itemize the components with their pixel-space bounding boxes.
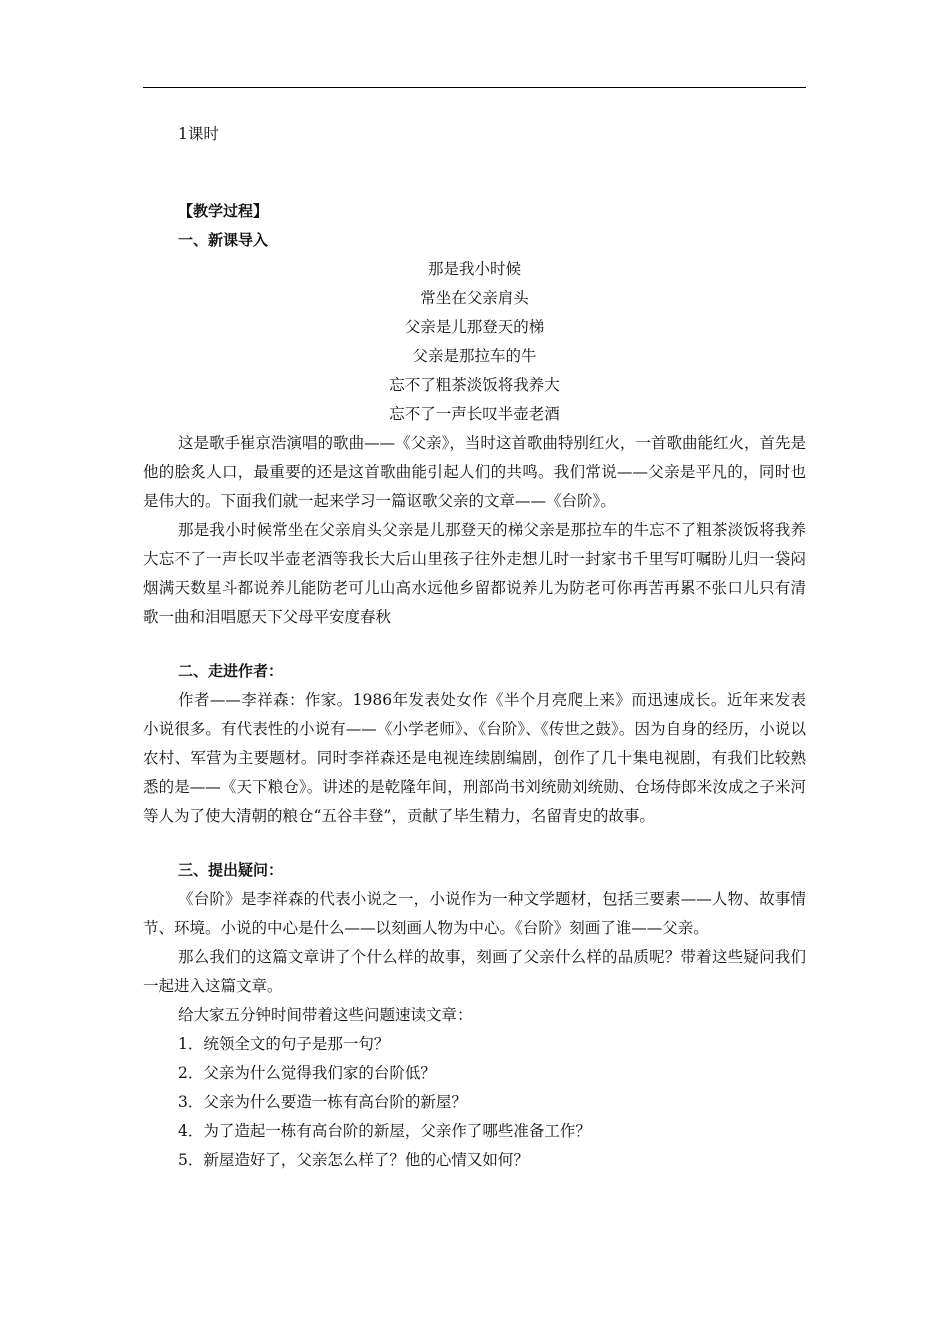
section1-heading: 一、新课导入: [178, 231, 269, 249]
lyrics-paragraph: 那是我小时候常坐在父亲肩头父亲是儿那登天的梯父亲是那拉车的牛忘不了粗茶淡饭将我养大忘不了一声长叹半壶老酒等我长大后山里孩子往外走想儿时一封家书千里写叮嘱盼儿归一袋闷烟满天数星斗都说养儿能防老可儿山高水远他乡留都说养儿为防老可你再苦再累不张口儿只有清歌一曲和泪唱愿天下父母平安度春秋: [143, 521, 806, 626]
document-body: [143, 120, 806, 1175]
poem-line: 父亲是那拉车的牛: [412, 347, 537, 365]
reading-instruction: 给大家五分钟时间带着这些问题速读文章：: [178, 1006, 473, 1024]
section2-heading: 二、走进作者：: [178, 662, 284, 680]
process-heading: 【教学过程】: [178, 202, 269, 220]
intro-paragraph: 这是歌手崔京浩演唱的歌曲——《父亲》，当时这首歌曲特别红火，一首歌曲能红火，首先是他的脍炙人口，最重要的还是这首歌曲能引起人们的共鸣。我们常说——父亲是平凡的，同时也是伟大的。下面我们就一起来学习一篇讴歌父亲的文章——《台阶》。: [143, 434, 806, 510]
list-item: 3．父亲为什么要造一栋有高台阶的新屋？: [178, 1093, 467, 1111]
list-item: 1．统领全文的句子是那一句？: [178, 1035, 390, 1053]
lesson-time: 1课时: [178, 125, 219, 143]
poem-line: 父亲是儿那登天的梯: [404, 318, 545, 336]
list-item: 5．新屋造好了，父亲怎么样了？他的心情又如何？: [178, 1151, 529, 1169]
question-lead-paragraph: 那么我们的这篇文章讲了个什么样的故事，刻画了父亲什么样的品质呢？带着这些疑问我们一起进入这篇文章。: [143, 948, 806, 995]
author-paragraph: 作者——李祥森：作家。1986年发表处女作《半个月亮爬上来》而迅速成长。近年来发表小说很多。有代表性的小说有——《小学老师》、《台阶》、《传世之鼓》。因为自身的经历，小说以农村、军营为主要题材。同时李祥森还是电视连续剧编剧，创作了几十集电视剧，有我们比较熟悉的是——《天下粮仓》。讲述的是乾隆年间，刑部尚书刘统勋刘统勋、仓场侍郎米汝成之子米河等人为了使大清朝的粮仓“五谷丰登”，贡献了毕生精力，名留青史的故事。: [143, 691, 806, 825]
poem-line: 忘不了粗茶淡饭将我养大: [389, 376, 560, 394]
list-item: 4．为了造起一栋有高台阶的新屋，父亲作了哪些准备工作？: [178, 1122, 591, 1140]
list-item: 2．父亲为什么觉得我们家的台阶低？: [178, 1064, 436, 1082]
question-intro-paragraph: 《台阶》是李祥森的代表小说之一，小说作为一种文学题材，包括三要素——人物、故事情节、环境。小说的中心是什么——以刻画人物为中心。《台阶》刻画了谁——父亲。: [143, 890, 806, 937]
section3-heading: 三、提出疑问：: [178, 861, 284, 879]
header-rule: [143, 87, 806, 88]
question-list: [143, 1030, 806, 1175]
poem: [143, 255, 806, 429]
poem-line: 那是我小时候: [427, 260, 521, 278]
poem-line: 常坐在父亲肩头: [420, 289, 529, 307]
poem-line: 忘不了一声长叹半壶老酒: [389, 405, 560, 423]
